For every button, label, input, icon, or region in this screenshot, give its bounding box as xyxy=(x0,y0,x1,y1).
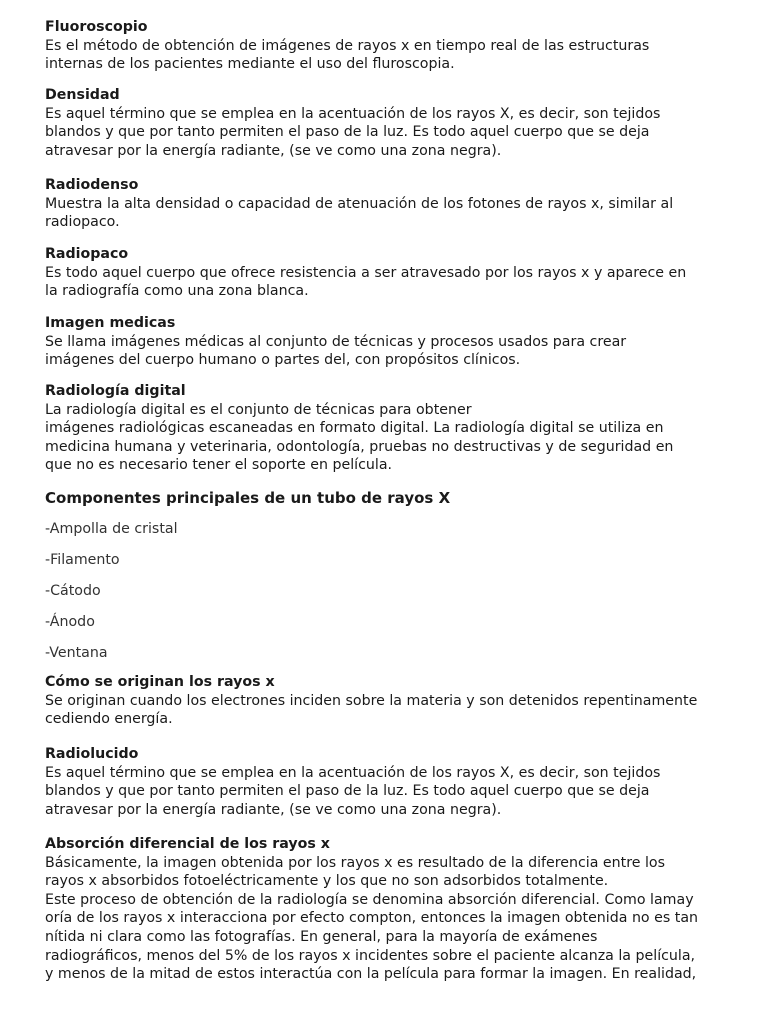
section-line: blandos y que por tanto permiten el paso de la luz. Es todo aquel cuerpo que se deja xyxy=(45,783,650,800)
section-radiodenso xyxy=(45,176,745,232)
component-item: -Ventana xyxy=(45,645,108,661)
section-line: medicina humana y veterinaria, odontología, pruebas no destructivas y de seguridad en xyxy=(45,438,674,455)
section-line: Es aquel término que se emplea en la acentuación de los rayos X, es decir, son tejidos xyxy=(45,105,661,122)
section-line: Básicamente, la imagen obtenida por los rayos x es resultado de la diferencia entre los xyxy=(45,854,665,871)
section-como-se-originan xyxy=(45,673,745,729)
section-absorcion-diferencial xyxy=(45,835,745,984)
section-title: Cómo se originan los rayos x xyxy=(45,674,275,690)
section-line: imágenes radiológicas escaneadas en formato digital. La radiología digital se utiliza en xyxy=(45,420,664,437)
section-line: Es el método de obtención de imágenes de rayos x en tiempo real de las estructuras xyxy=(45,37,650,54)
section-fluoroscopio xyxy=(45,18,745,74)
component-item: -Cátodo xyxy=(45,583,101,599)
section-line: blandos y que por tanto permiten el paso de la luz. Es todo aquel cuerpo que se deja xyxy=(45,124,650,141)
section-line: que no es necesario tener el soporte en película. xyxy=(45,457,393,474)
section-line: Muestra la alta densidad o capacidad de atenuación de los fotones de rayos x, similar al xyxy=(45,195,674,212)
section-line: Se llama imágenes médicas al conjunto de técnicas y procesos usados para crear xyxy=(45,333,627,350)
section-radiolucido xyxy=(45,745,745,819)
section-title: Radiopaco xyxy=(45,246,129,262)
section-title: Fluoroscopio xyxy=(45,19,148,35)
section-line: Es todo aquel cuerpo que ofrece resistencia a ser atravesado por los rayos x y aparece en xyxy=(45,264,687,281)
section-line: cediendo energía. xyxy=(45,711,173,728)
section-line: rayos x absorbidos fotoeléctricamente y los que no son adsorbidos totalmente. xyxy=(45,873,609,890)
section-imagen-medicas xyxy=(45,314,745,370)
section-title: Radiolucido xyxy=(45,746,139,762)
component-item: -Filamento xyxy=(45,552,120,568)
section-line: la radiografía como una zona blanca. xyxy=(45,283,309,300)
section-line: radiográficos, menos del 5% de los rayos x incidentes sobre el paciente alcanza la película, xyxy=(45,947,696,964)
section-line: Se originan cuando los electrones inciden sobre la materia y son detenidos repentinamente xyxy=(45,692,698,709)
section-title: Radiología digital xyxy=(45,383,186,399)
components-title: Componentes principales de un tubo de rayos X xyxy=(45,489,451,507)
component-item: -Ánodo xyxy=(45,614,95,630)
section-radiologia-digital xyxy=(45,382,745,475)
section-line: y menos de la mitad de estos interactúa con la película para formar la imagen. En realidad, xyxy=(45,966,697,983)
section-line: La radiología digital es el conjunto de técnicas para obtener xyxy=(45,401,472,418)
section-line: oría de los rayos x interacciona por efecto compton, entonces la imagen obtenida no es tan xyxy=(45,910,699,927)
section-title: Radiodenso xyxy=(45,177,139,193)
section-line: atravesar por la energía radiante, (se ve como una zona negra). xyxy=(45,142,502,159)
section-line: Este proceso de obtención de la radiología se denomina absorción diferencial. Como lamay xyxy=(45,891,694,908)
section-line: nítida ni clara como las fotografías. En general, para la mayoría de exámenes xyxy=(45,928,598,945)
section-title: Imagen medicas xyxy=(45,315,176,331)
section-radiopaco xyxy=(45,245,745,301)
section-line: Es aquel término que se emplea en la acentuación de los rayos X, es decir, son tejidos xyxy=(45,764,661,781)
section-line: radiopaco. xyxy=(45,214,120,231)
section-title: Absorción diferencial de los rayos x xyxy=(45,836,330,852)
section-line: atravesar por la energía radiante, (se ve como una zona negra). xyxy=(45,801,502,818)
section-line: imágenes del cuerpo humano o partes del, con propósitos clínicos. xyxy=(45,352,521,369)
section-title: Densidad xyxy=(45,87,120,103)
component-item: -Ampolla de cristal xyxy=(45,521,178,537)
section-densidad xyxy=(45,86,745,160)
section-line: internas de los pacientes mediante el uso del fluroscopia. xyxy=(45,56,455,73)
